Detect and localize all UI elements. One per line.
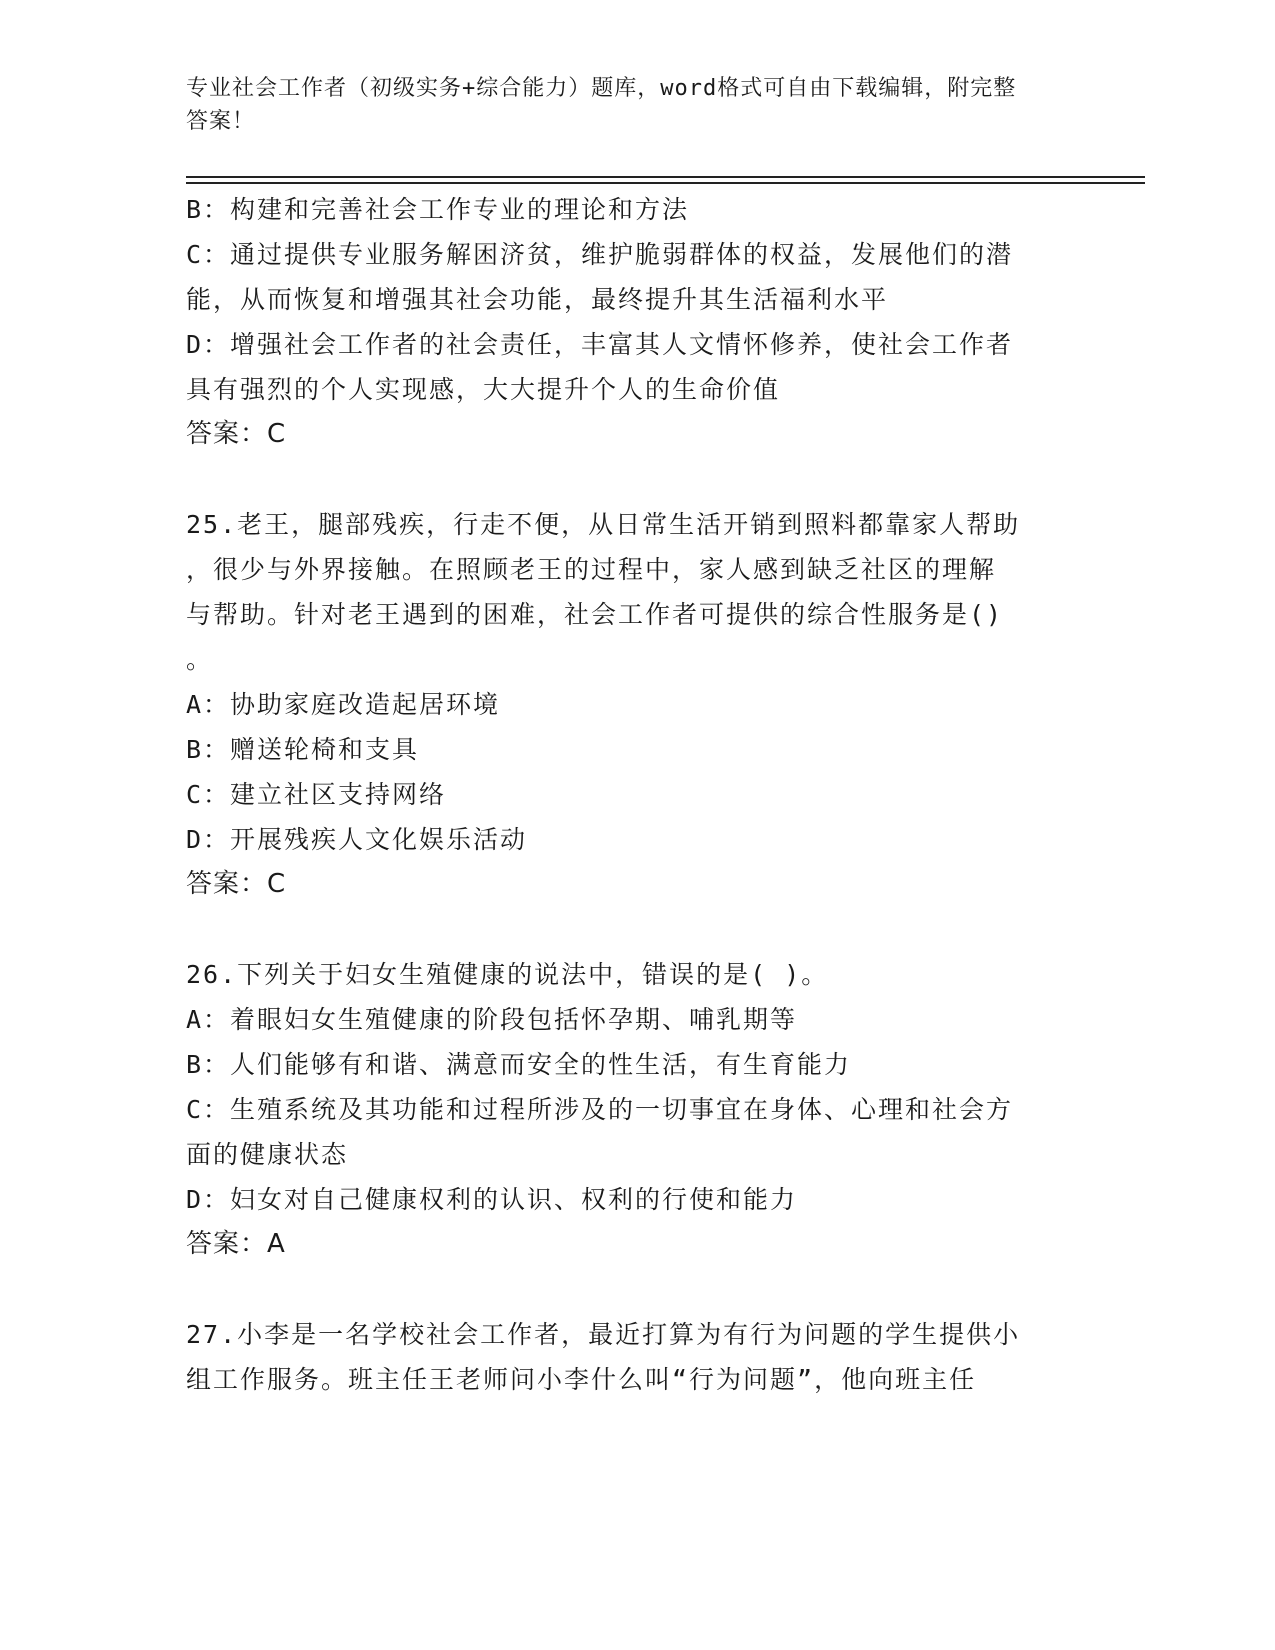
spacer <box>186 907 1066 952</box>
header-divider-bottom <box>186 182 1145 184</box>
question-stem-line-2: 组工作服务。班主任王老师问小李什么叫“行为问题”，他向班主任 <box>186 1365 977 1394</box>
header-title-line-1: 专业社会工作者（初级实务+综合能力）题库，word格式可自由下载编辑，附完整 <box>186 76 1017 101</box>
option-a: A：协助家庭改造起居环境 <box>186 690 501 719</box>
question-stem-line-2: ，很少与外界接触。在照顾老王的过程中，家人感到缺乏社区的理解 <box>186 555 997 584</box>
option-b: B：人们能够有和谐、满意而安全的性生活，有生育能力 <box>186 1050 852 1079</box>
answer-line: 答案：A <box>186 1229 286 1259</box>
option-a: A：着眼妇女生殖健康的阶段包括怀孕期、哺乳期等 <box>186 1005 798 1034</box>
option-c-line-1: C：通过提供专业服务解困济贫，维护脆弱群体的权益，发展他们的潜 <box>186 240 1014 269</box>
question-25 <box>186 502 1066 907</box>
option-c-line-2: 能，从而恢复和增强其社会功能，最终提升其生活福利水平 <box>186 285 889 314</box>
header-divider-top <box>186 176 1145 178</box>
option-b: B：赠送轮椅和支具 <box>186 735 420 764</box>
question-stem-line-4: 。 <box>186 645 214 674</box>
question-stem-line-1: 25.老王，腿部残疾，行走不便，从日常生活开销到照料都靠家人帮助 <box>186 510 1021 539</box>
document-body <box>186 187 1066 1402</box>
option-d-line-1: D：增强社会工作者的社会责任，丰富其人文情怀修养，使社会工作者 <box>186 330 1014 359</box>
question-stem-line-1: 26.下列关于妇女生殖健康的说法中，错误的是( )。 <box>186 960 829 989</box>
spacer <box>186 457 1066 502</box>
option-d: D：妇女对自己健康权利的认识、权利的行使和能力 <box>186 1185 798 1214</box>
answer-line: 答案：C <box>186 419 287 449</box>
answer-line: 答案：C <box>186 869 287 899</box>
question-24 <box>186 187 1066 457</box>
option-c-line-1: C：生殖系统及其功能和过程所涉及的一切事宜在身体、心理和社会方 <box>186 1095 1014 1124</box>
question-stem-line-1: 27.小李是一名学校社会工作者，最近打算为有行为问题的学生提供小 <box>186 1320 1021 1349</box>
spacer <box>186 1267 1066 1312</box>
page-header <box>186 72 1086 138</box>
question-26 <box>186 952 1066 1267</box>
option-c-line-2: 面的健康状态 <box>186 1140 349 1169</box>
option-d: D：开展残疾人文化娱乐活动 <box>186 825 528 854</box>
question-stem-line-3: 与帮助。针对老王遇到的困难，社会工作者可提供的综合性服务是() <box>186 600 1004 629</box>
question-27 <box>186 1312 1066 1402</box>
header-title-line-2: 答案！ <box>186 109 256 134</box>
option-d-line-2: 具有强烈的个人实现感，大大提升个人的生命价值 <box>186 375 781 404</box>
option-c: C：建立社区支持网络 <box>186 780 447 809</box>
option-b: B：构建和完善社会工作专业的理论和方法 <box>186 195 690 224</box>
